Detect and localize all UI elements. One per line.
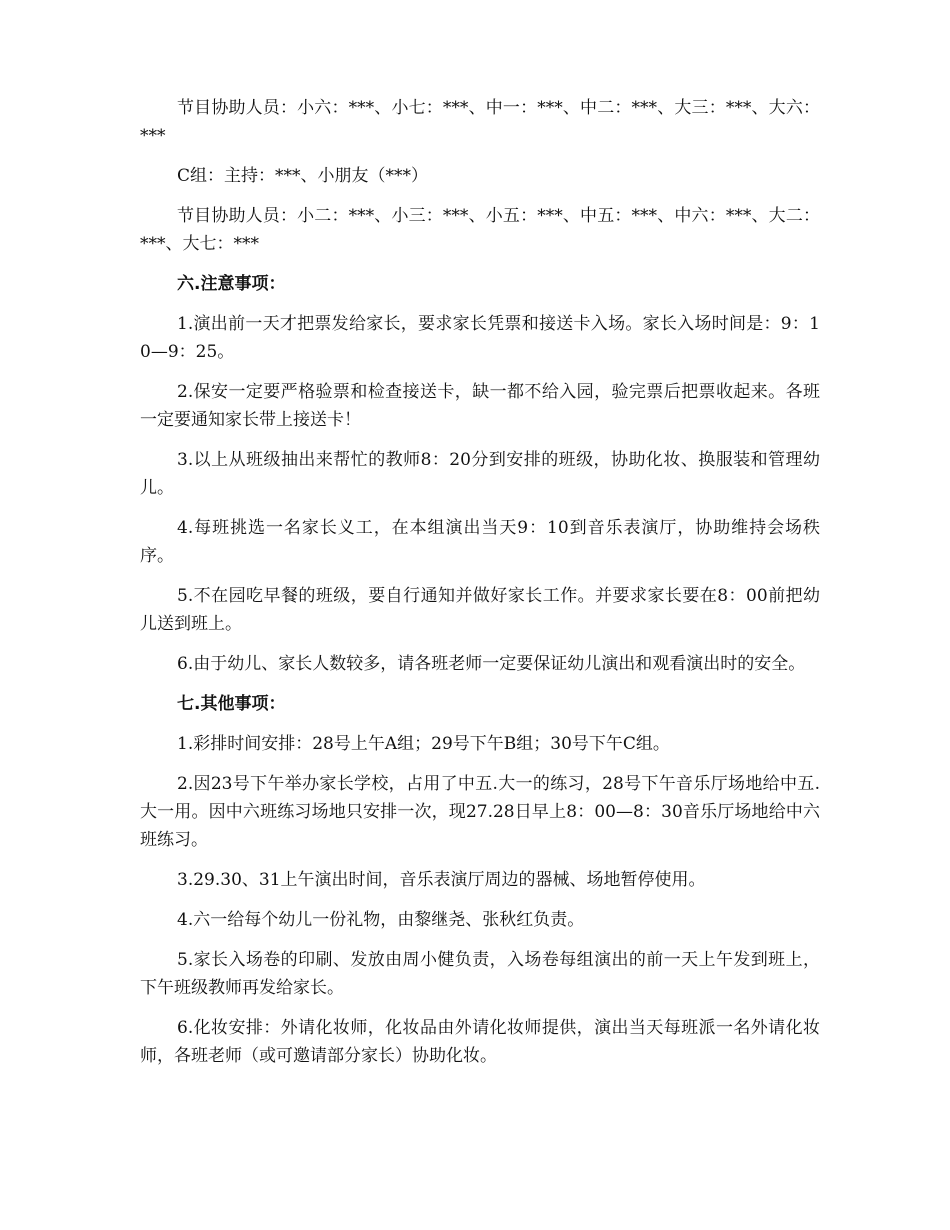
helpers-c-paragraph: 节目协助人员：小二：***、小三：***、小五：***、中五：***、中六：***、大二：***、大七：*** — [140, 206, 820, 254]
section6-item-2: 2.保安一定要严格验票和检查接送卡，缺一都不给入园，验完票后把票收起来。各班一定要通知家长带上接送卡！ — [140, 382, 820, 430]
section7-item-2: 2.因23号下午举办家长学校，占用了中五.大一的练习，28号下午音乐厅场地给中五.大一用。因中六班练习场地只安排一次，现27.28日早上8：00—8：30音乐厅场地给中六班练习。 — [140, 774, 820, 850]
section7-item-6: 6.化妆安排：外请化妆师，化妆品由外请化妆师提供，演出当天每班派一名外请化妆师，各班老师（或可邀请部分家长）协助化妆。 — [140, 1018, 820, 1066]
section6-item-3: 3.以上从班级抽出来帮忙的教师8：20分到安排的班级，协助化妆、换服装和管理幼儿。 — [140, 450, 820, 498]
section6-item-4: 4.每班挑选一名家长义工，在本组演出当天9：10到音乐表演厅，协助维持会场秩序。 — [140, 518, 820, 566]
section7-item-5: 5.家长入场卷的印刷、发放由周小健负责，入场卷每组演出的前一天上午发到班上，下午班级教师再发给家长。 — [140, 950, 820, 998]
section6-item-1: 1.演出前一天才把票发给家长，要求家长凭票和接送卡入场。家长入场时间是：9：10—9：25。 — [140, 314, 820, 362]
document-page — [140, 94, 820, 1082]
section7-item-3: 3.29.30、31上午演出时间，音乐表演厅周边的器械、场地暂停使用。 — [177, 870, 706, 890]
section6-item-6: 6.由于幼儿、家长人数较多，请各班老师一定要保证幼儿演出和观看演出时的安全。 — [177, 654, 806, 674]
section6-heading: 六.注意事项： — [177, 274, 286, 294]
section6-item-5: 5.不在园吃早餐的班级，要自行通知并做好家长工作。并要求家长要在8：00前把幼儿送到班上。 — [140, 586, 820, 634]
section7-item-4: 4.六一给每个幼儿一份礼物，由黎继尧、张秋红负责。 — [177, 910, 585, 930]
section7-heading: 七.其他事项： — [177, 694, 286, 714]
group-c-paragraph: C组：主持：***、小朋友（***） — [177, 166, 429, 186]
helpers-b-paragraph: 节目协助人员：小六：***、小七：***、中一：***、中二：***、大三：***、大六：*** — [140, 98, 820, 146]
section7-item-1: 1.彩排时间安排：28号上午A组；29号下午B组；30号下午C组。 — [177, 734, 670, 754]
